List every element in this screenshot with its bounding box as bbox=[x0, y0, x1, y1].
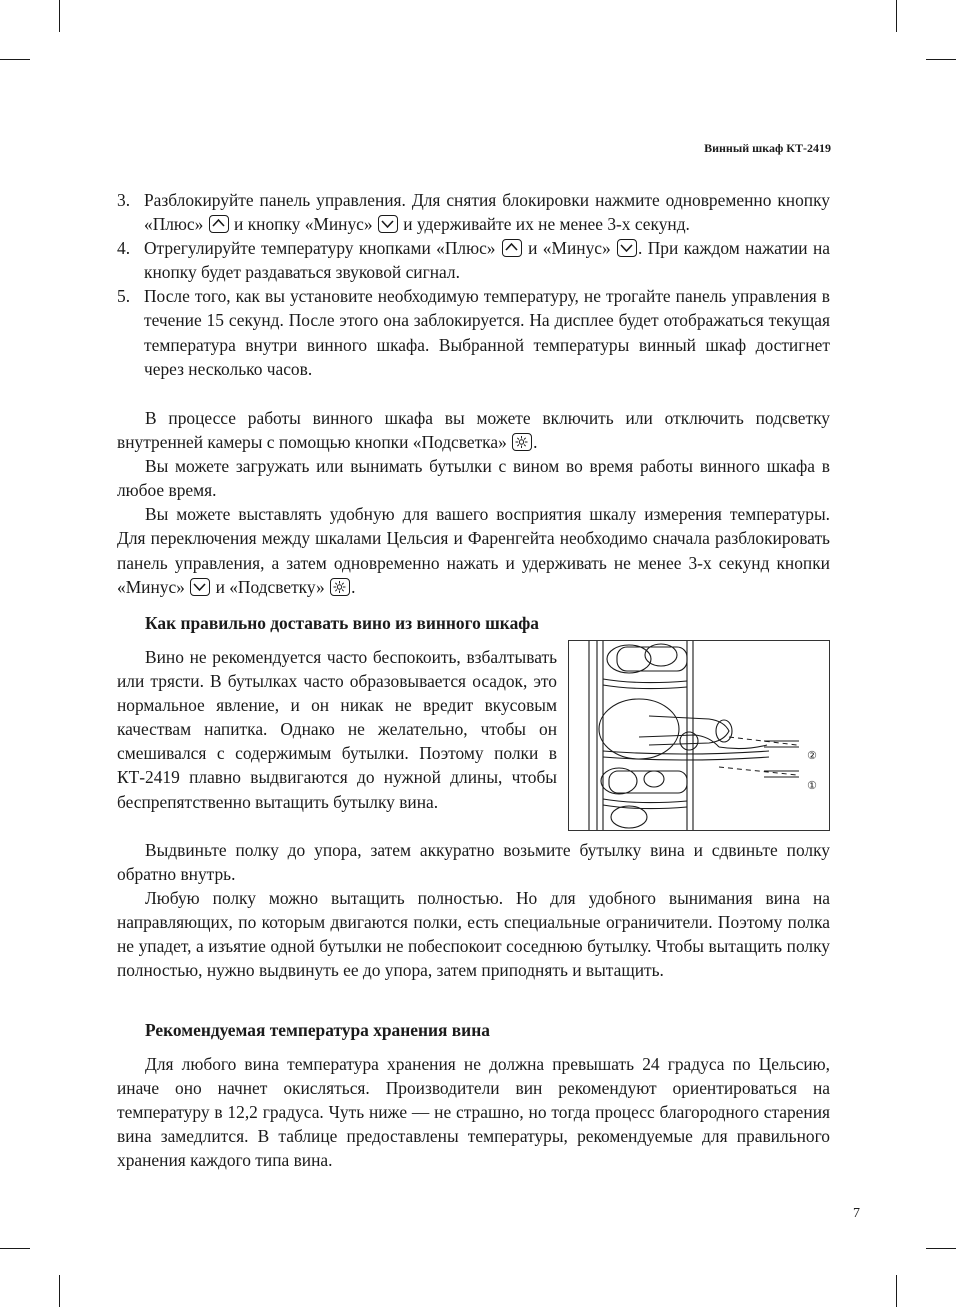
running-header: Винный шкаф КТ-2419 bbox=[704, 141, 831, 155]
figure-label-2: ② bbox=[807, 749, 817, 762]
crop-mark bbox=[926, 1248, 956, 1249]
paragraph: Вино не рекомендуется часто беспокоить, взбалтывать или трясти. В бутылках часто образовывается осадок, это нормальное явление, и он никак не вредит вкусовым качествам напитка. Однако не желательно, чтобы он смешивался с содержимым бутылки. Поэтому полки в КТ-2419 плавно выдвигаются до нужной длины, чтобы беспрепятственно вытащить бутылку вина. bbox=[117, 647, 557, 812]
crop-mark bbox=[896, 1275, 897, 1307]
body-text-block bbox=[117, 1052, 830, 1172]
crop-mark bbox=[59, 0, 60, 32]
paragraph: Для любого вина температура хранения не должна превышать 24 градуса по Цельсию, иначе оно начнет окисляться. Производители вин рекомендуют ориентироваться на температуру в 12,2 градуса. Чуть ниже — не страшно, но тогда процесс благородного старения вина замедлится. В таблице предоставлены температуры, рекомендуемые для правильного хранения каждого типа вина. bbox=[117, 1054, 830, 1171]
body-text-block bbox=[117, 645, 557, 814]
minus-button-icon bbox=[190, 578, 210, 596]
shelf-illustration bbox=[568, 640, 830, 831]
figure-label-1: ① bbox=[807, 779, 817, 792]
crop-mark bbox=[0, 1248, 30, 1249]
minus-button-icon bbox=[617, 239, 637, 257]
paragraph-text: и «Подсветку» bbox=[211, 576, 330, 597]
shelf-drawing bbox=[569, 641, 829, 830]
paragraph-text: . bbox=[351, 576, 356, 597]
paragraph-text: В процессе работы винного шкафа вы можете включить или отключить подсветку внутренней камеры с помощью кнопки «Подсветка» bbox=[117, 408, 830, 453]
paragraph-text: Вы можете выставлять удобную для вашего восприятия шкалу измерения температуры. Для переключения между шкалами Цельсия и Фаренгейта необходимо сначала разблокировать панель управления, а затем одновременно нажать и удерживать не менее 3-х секунд кнопки «Минус» bbox=[117, 504, 830, 597]
paragraph-text: . bbox=[533, 432, 538, 453]
instruction-list bbox=[117, 188, 830, 381]
light-button-icon bbox=[330, 578, 350, 596]
plus-button-icon bbox=[209, 215, 229, 233]
list-text: Отрегулируйте температуру кнопками «Плюс» bbox=[144, 238, 501, 259]
crop-mark bbox=[896, 0, 897, 32]
paragraph: Любую полку можно вытащить полностью. Но для удобного вынимания вина на направляющих, по которым двигаются полки, есть специальные ограничители. Поэтому полка не упадет, а изъятие одной бутылки не побеспокоит соседнюю бутылку. Чтобы вытащить полку полностью, нужно выдвинуть ее до упора, затем приподнять и вытащить. bbox=[117, 888, 830, 981]
crop-mark bbox=[926, 59, 956, 60]
paragraph bbox=[117, 406, 830, 454]
list-text: и «Минус» bbox=[522, 238, 617, 259]
crop-mark bbox=[59, 1275, 60, 1307]
body-text-block bbox=[117, 838, 830, 983]
minus-button-icon bbox=[378, 215, 398, 233]
paragraph bbox=[117, 502, 830, 598]
section-heading: Как правильно доставать вино из винного шкафа bbox=[145, 613, 539, 633]
paragraph: Выдвиньте полку до упора, затем аккуратно возьмите бутылку вина и сдвиньте полку обратно внутрь. bbox=[117, 840, 830, 885]
section-heading: Рекомендуемая температура хранения вина bbox=[145, 1020, 490, 1040]
list-number: 3. bbox=[117, 190, 131, 210]
body-text-block bbox=[117, 406, 830, 599]
light-button-icon bbox=[512, 433, 532, 451]
crop-mark bbox=[0, 59, 30, 60]
list-item bbox=[117, 236, 830, 284]
list-item bbox=[117, 188, 830, 236]
page-number: 7 bbox=[853, 1206, 860, 1221]
plus-button-icon bbox=[502, 239, 522, 257]
paragraph: Вы можете загружать или вынимать бутылки с вином во время работы винного шкафа в любое время. bbox=[117, 456, 830, 501]
list-text: Разблокируйте панель управления. Для снятия блокировки нажмите одновременно кнопку «Плюс» bbox=[144, 190, 830, 235]
list-text: После того, как вы установите необходимую температуру, не трогайте панель управления в течение 15 секунд. После этого она заблокируется. На дисплее будет отображаться текущая температура внутри винного шкафа. Выбранной температуры винный шкаф достигнет через несколько часов. bbox=[144, 286, 830, 379]
list-text: и кнопку «Минус» bbox=[229, 214, 377, 235]
list-number: 4. bbox=[117, 238, 131, 259]
list-item bbox=[117, 284, 830, 380]
list-text: и удерживайте их не менее 3-х секунд. bbox=[398, 214, 690, 235]
list-number: 5. bbox=[117, 286, 131, 307]
list-text: . При каждом нажатии на кнопку будет раздаваться звуковой сигнал. bbox=[144, 238, 830, 283]
